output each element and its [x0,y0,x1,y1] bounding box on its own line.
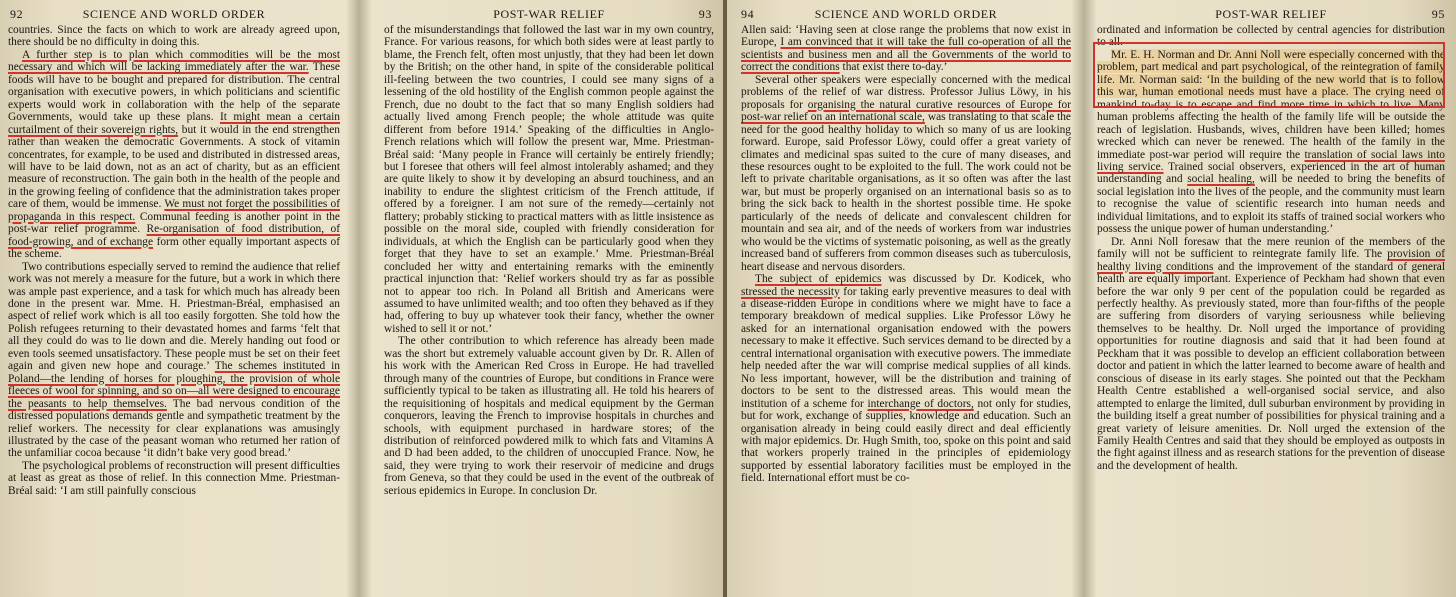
paragraph [8,49,340,261]
text-run: The other contribution to which reference has already been made was the short but extremely valuable account given by Dr. R. Allen of his work with the American Red Cross in Europe. He had travelled through many of the countries of Europe, but conditions in France were sufficiently typical to be taken as illustrating all. He told his hearers of the requisitioning of hospitals and medical equipment by the German conquerors, leaving the French to improvise hospitals in churches and schools, with equipment purchased in hardware stores; of the distribution of reinforced powdered milk to which fats and Vitamins A and D had been added, to the children of unoccupied France. Now, he said, they were trying to work their reservoir of medicine and drugs from Geneva, so that they could be used in the event of the outbreak of serious epidemics in Europe. In conclusion Dr. [384,335,714,497]
text-run: was discussed by Dr. Kodicek, who [881,273,1071,286]
underlined-text: It might mean a certain curtailment of their sovereign rights, [8,111,341,136]
text-run: form other equally important aspects of the scheme. [8,235,340,261]
underlined-text: The schemes instituted in Poland—the lending of horses for ploughing, the provision of whole fleeces of wool for spinning, and so on—all were designed to encourage the peasants to help themselves. [8,360,340,410]
paragraph [8,460,340,497]
page-number: 93 [698,7,712,21]
book-gutter [346,0,372,597]
text-run: that exist there to-day.’ [839,61,948,74]
running-title: SCIENCE AND WORLD ORDER [814,7,998,21]
page-body [741,24,1071,485]
text-run: These foods will have to be bought and prepared for distribution. The central organisation with executive powers, in which politicians and scientific experts would work in collaboration with the help of the separate Governments, would take up these plans. [8,61,340,124]
underlined-text: organising the natural curative resources of Europe for post-war relief on an international scale, [741,98,1071,124]
text-run: Trained social observers, experienced in the art of human understanding and [1097,160,1445,186]
paragraph [8,24,340,49]
text-run: not only for studies, but for work, exchange of supplies, knowledge and education. Such an organisation already in being could easily direct and deal efficiently with major epidemics. Dr. Hugh Smith, too, spoke on this point and said that workers properly trained in the principles of epidemiology supported by essential laboratory facilities must be employed in the field. International effort must be co- [741,397,1072,485]
page-header [1097,7,1445,23]
text-run: Dr. Anni Noll foresaw that the mere reunion of the members of the family will not be sufficient to reintegrate family life. The [1097,235,1445,261]
page-95 [1097,0,1445,597]
page-92 [8,0,340,597]
page-94 [741,0,1071,597]
paragraph [384,335,714,497]
page-header [384,7,714,23]
running-title: SCIENCE AND WORLD ORDER [82,7,266,21]
page-header [741,7,1071,23]
right-book-spread [727,0,1456,597]
left-book-spread [0,0,723,597]
paragraph [384,24,714,335]
text-run: was translating to that scale the need for the good healthy holiday to which so many of us are looking forward. Europe, said Professor Löwy, could offer a great variety of climates and medicinal spas suited to the cure of many diseases, and these resources ought to be exploited to the full. The work could not be left to private charitable organisations, as it so often was after the last war, but must be properly organised on an international basis so as to bring the sick back to health in the shortest possible time. He spoke particularly of the needs of delicate and convalescent children for mountain and sea air, and of the needs of workers from war industries who would be the victims of systematic poisoning, as well as the greatly increased band of sufferers from common diseases such as tuberculosis, heart disease and nervous disorders. [741,111,1071,273]
running-title: POST-WAR RELIEF [1215,7,1327,21]
underlined-text: provision of healthy living conditions [1097,248,1445,273]
text-run: of the misunderstandings that followed the last war in my own country, France. For various reasons, for which both sides were at least partly to blame, the French felt, often most unjustly, that they had been let down by the British; on the other hand, in spite of the considerable political ill-feeling between the two countries, I could see many signs of a lessening of the old hostility of the English common people against the French, due no doubt to the fact that so many English soldiers had actually lived among French people; the whole attitude was quite different from before 1914.’ Speaking of the difficulties in Anglo-French relations which will follow the present war, Mme. Priestman-Bréal said: ‘Many people in France will certainly be entirely friendly; but I foresee that others will feel almost intolerably ashamed; and they are quite likely to show it by developing an absurd touchiness, and an inability to endure the slightest criticism of the French attitude, if offered by a foreigner. I am not sure of the remedy—certainly not flattery; probably sticking to practical matters with as little insistence as possible on the moral side, coupled with friendly consideration for individuals, at which the English can be particularly good when they forget that they have to set an example.’ Mme. Priestman-Bréal concluded her witty and entertaining remarks with the eminently practical injunction that: ‘Relief workers should try as far as possible not to appear too rich. In Poland all British and Americans were assumed to have unlimited wealth; and too often they behaved as if they had, offering to buy up whatever took their fancy, whether the owner wished to sell it or not.’ [384,24,714,335]
text-run: The bad nervous condition of the distressed populations demands gentle and sympathetic treatment by the relief workers. The necessity for clear explanations was amusingly illustrated by the case of the peasant woman who returned her ration of the unfamiliar cocoa because ‘it didn’t bake very good bread.’ [8,397,341,460]
page-93 [384,0,714,597]
underlined-text: We must not forget the possibilities of propaganda in this respect. [8,198,341,223]
text-run: The psychological problems of reconstruction will present difficulties at least as great as those of relief. In this connection Mme. Priestman-Bréal said: ‘I am still painfully conscious [8,459,340,497]
paragraph [8,261,340,460]
text-run: Several other speakers were especially concerned with the medical problems of the relief of war distress. Professor Julius Löwy, in his proposals for [741,73,1071,111]
underlined-text: interchange of doctors, [867,397,974,410]
paragraph [741,273,1071,485]
page-body [8,24,340,497]
text-run: mankind to-day is to escape and find more time in which to live. Many human problems affecting the health of the family life will be outside the reach of legislation. Husbands, wives, children have been killed; homes wrecked which can never be renewed. The health of the family in the immediate post-war period will require the [1097,98,1445,161]
underlined-text: stressed the necessity [741,285,840,298]
paragraph [741,74,1071,273]
text-run: but it would in the end strengthen rather than weaken the democratic Governments. A stock of vitamin concentrates, for example, to be used and distributed in distressed areas, will have to be laid down, not as an act of charity, but as an efficient measure of reconstruction. The gain both in the health of the people and in the growing feeling of confidence that the administration takes proper care of them, would be immense. [8,123,340,211]
underlined-text: Re-organisation of food distribution, of food-growing, and of exchange [8,223,340,248]
paragraph [1097,236,1445,473]
underlined-text: A further step is to plan which commodities will be the most necessary and which will be lacking immediately after the war. [8,48,340,74]
text-run: countries. Since the facts on which to work are already agreed upon, there should be no difficulty in doing this. [8,24,340,49]
page-number: 92 [10,7,24,21]
text-run: will be needed to bring the benefits of social legislation into the lives of the people, and the community must learn to recognise the value of scientific research into human needs and individual limitations, and to exploit its staffs of trained social workers who possess the unique power of human understanding.’ [1097,173,1445,236]
page-number: 95 [1431,7,1445,21]
red-box-annotation [1093,42,1445,108]
text-run: Two contributions especially served to remind the audience that relief work was not merely a measure for the future, but a work in which there was ample past experience, and a task for which much has already been done in the present war. Mme. H. Priestman-Bréal, emphasised an aspect of relief work which is all too easily forgotten. She told how the Polish refugees returning to their devastated homes and farms ‘felt that all they could do was to lie down and die. Merely handing out food or even tools seemed unsatisfactory. These people must be set on their feet again and given new hope and courage.’ [8,260,340,373]
underlined-text: translation of social laws into living service. [1097,148,1445,173]
page-body [384,24,714,497]
underlined-text: The subject of epidemics [755,273,882,286]
boxed-text: Mr. E. H. Norman and Dr. Anni Noll were especially concerned with the problem, part medical and part psychological, of the reintegration of family life. Mr. Norman said: ‘In the building of the new world that is to follow this war, human emotional needs must have a place. The crying need of [1097,48,1445,99]
page-number: 94 [741,7,755,21]
underlined-text: social healing, [1187,173,1255,186]
underlined-text: I am convinced that it will take the full co-operation of all the scientists and business men and all the Governments of the world to correct the conditions [741,36,1071,74]
text-run: Communal feeding is another point in the post-war relief programme. [8,210,340,236]
text-run: for taking early preventive measures to deal with a disease-ridden Europe in conditions where we might have to face a temporary breakdown of medical supplies. Like Professor Löwy he asked for an international organisation endowed with the powers necessary to make it effective. Such services demand to be directed by a central international organisation with executive powers. The immediate help needed after the war will comprise medical supplies of all kinds. No less important, however, will be the distribution and training of doctors to be sent to the distressed areas. This would mean the institution of a scheme for [741,285,1071,410]
text-run: and the improvement of the standard of general health are equally important. Experience of Peckham had shown that even before the war only 9 per cent of the population could be regarded as perfectly healthy. As previously stated, more than four-fifths of the people are suffering from disorders of varying seriousness while believing themselves to be healthy. Dr. Noll urged the importance of providing opportunities for routine diagnosis and said that it had been found at Peckham that it was possible to develop an efficient collaboration between doctor and patient in which the latter learned to become aware of health and conscious of disease in its early stages. She pointed out that the Peckham Health Centre established a well-organised social service, and also attempted to enlarge the limited, dull suburban environment by providing in the building itself a great number of possibilities for physical training and a great variety of leisure amenities. Dr. Noll urged the extension of the Family Health Centres and said that they should be employed as outposts in the fight against illness and as research stations for the prevention of disease and the development of health. [1097,260,1445,472]
text-run: ordinated and information be collected by central agencies for distribution to all. [1097,24,1445,49]
page-header [8,7,340,23]
text-run: Allen said: ‘Having seen at close range the problems that now exist in Europe, [741,24,1071,49]
paragraph [741,24,1071,74]
running-title: POST-WAR RELIEF [493,7,605,21]
